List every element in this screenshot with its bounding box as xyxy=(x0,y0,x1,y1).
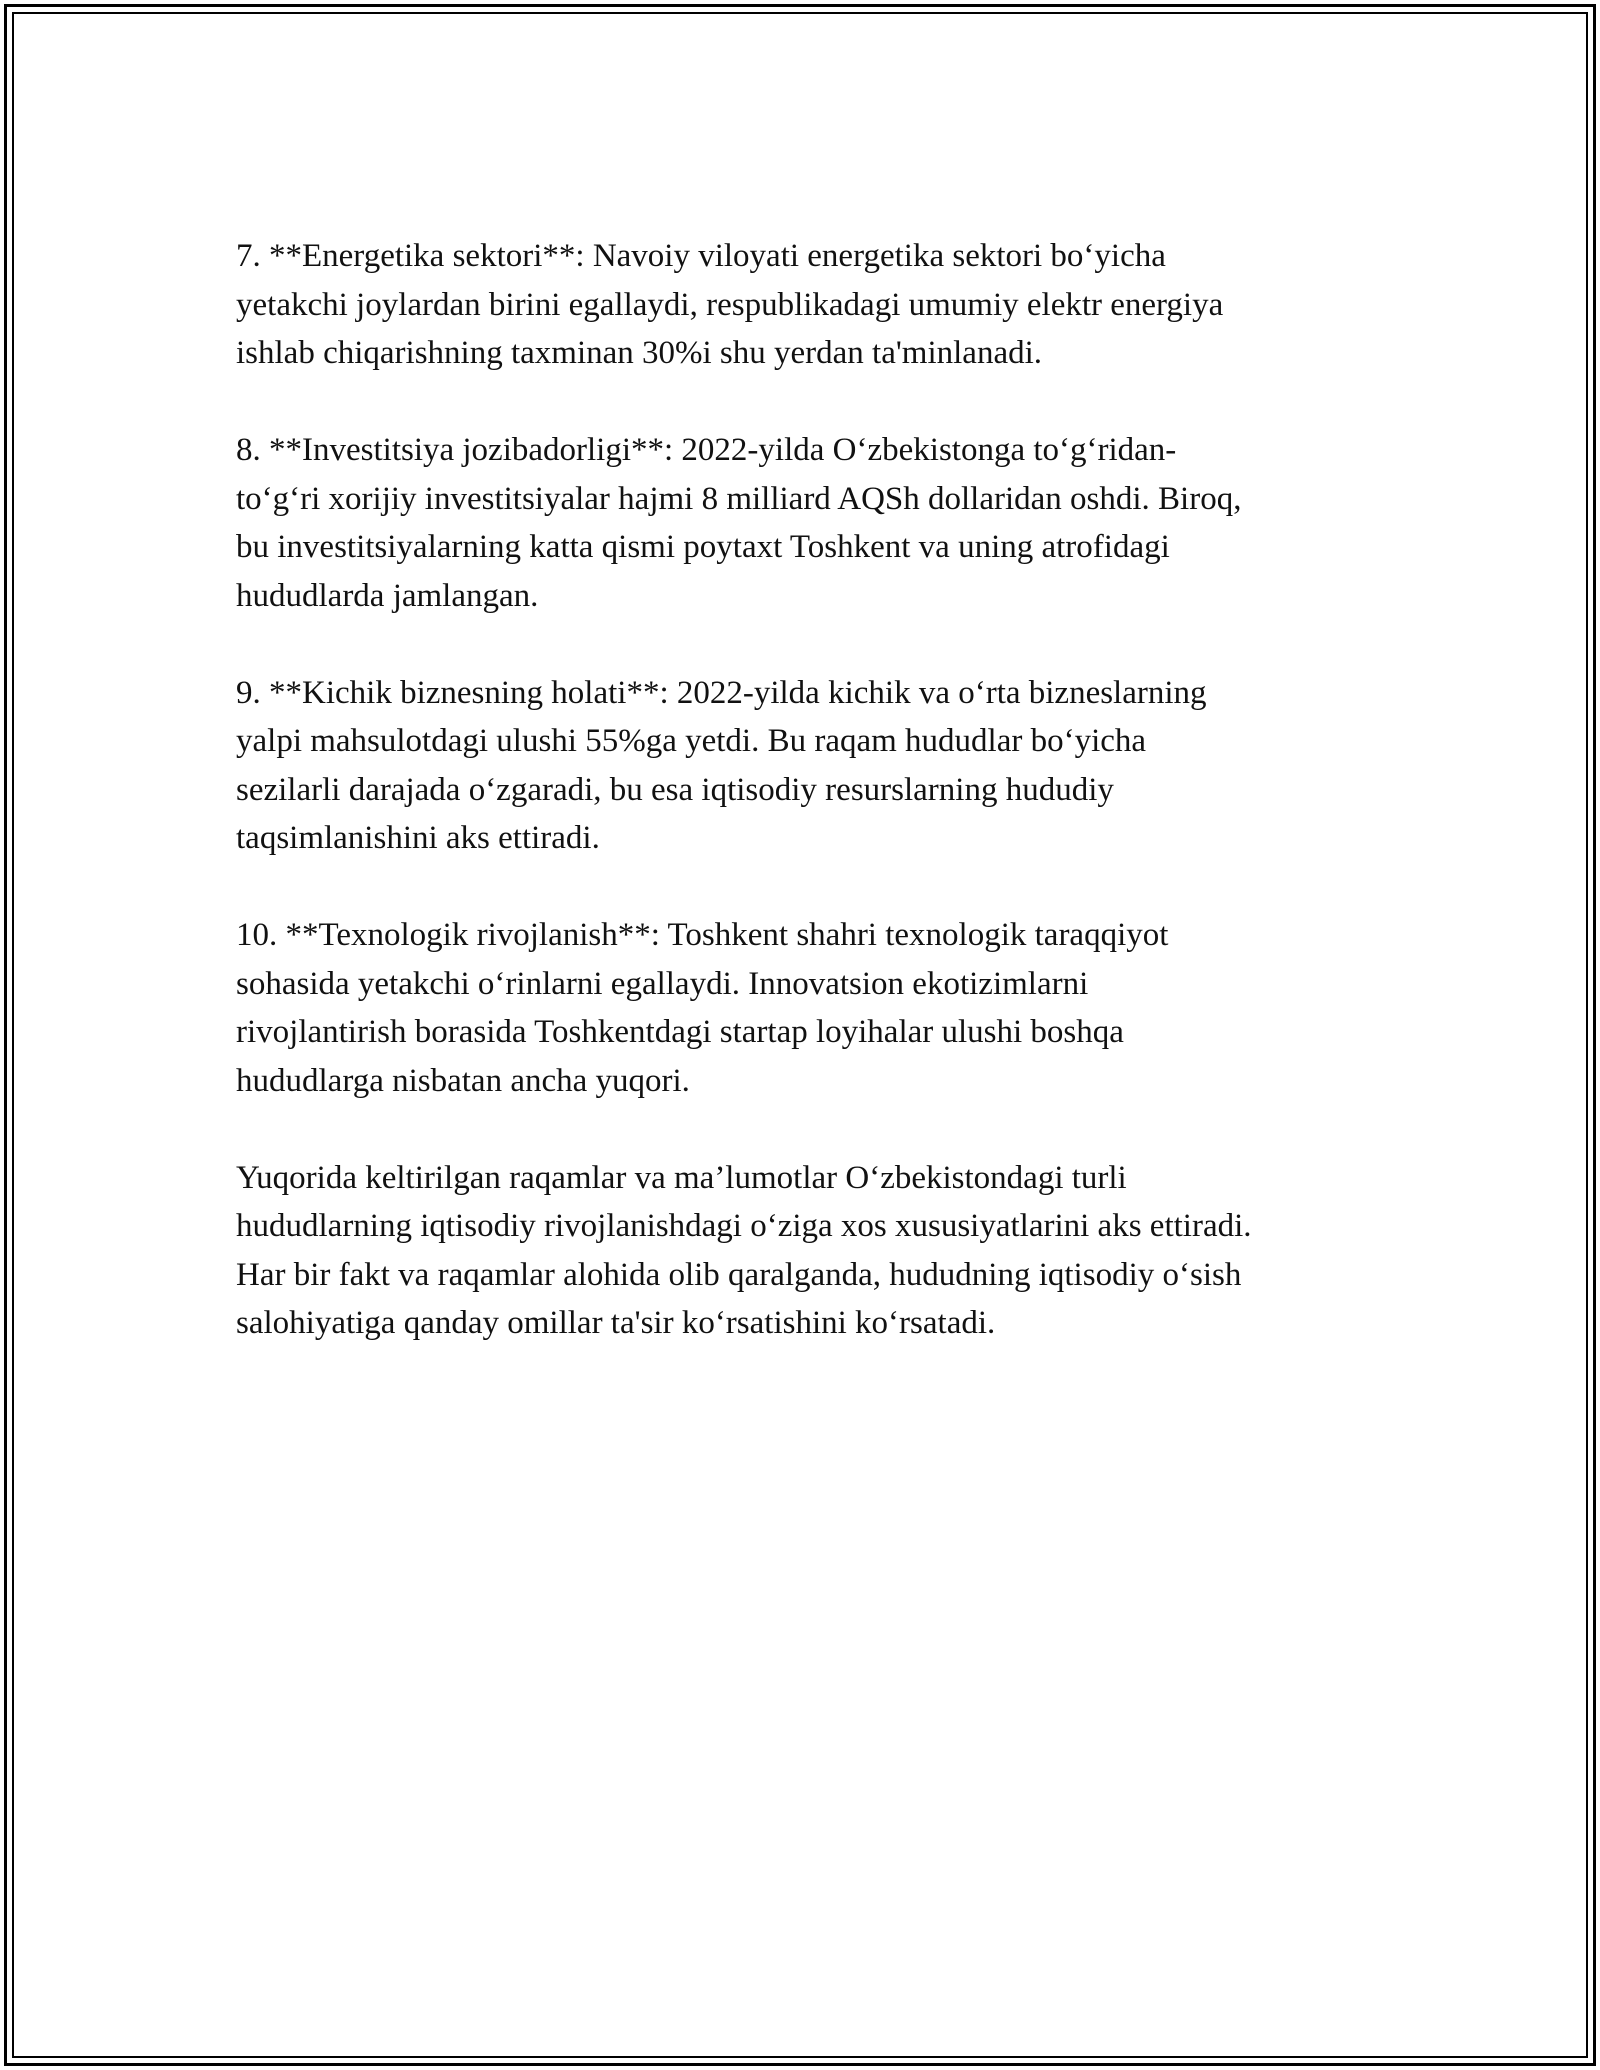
paragraph-texnologik-rivojlanish: 10. **Texnologik rivojlanish**: Toshkent shahri texnologik taraqqiyot sohasida yetakchi o‘rinlarni egallaydi. Innovatsion ekotizimlarni rivojlantirish borasida Toshkentdagi startap loyihalar ulushi boshqa hududlarga nisbatan ancha yuqori. xyxy=(236,917,1169,1099)
paragraph-conclusion: Yuqorida keltirilgan raqamlar va ma’lumotlar O‘zbekistondagi turli hududlarning iqtisodiy rivojlanishdagi o‘ziga xos xususiyatlarini aks ettiradi. Har bir fakt va raqamlar alohida olib qaralganda, hududning iqtisodiy o‘sish salohiyatiga qanday omillar ta'sir ko‘rsatishini ko‘rsatadi. xyxy=(236,1159,1252,1341)
paragraph-kichik-biznes-holati: 9. **Kichik biznesning holati**: 2022-yilda kichik va o‘rta bizneslarning yalpi mahsulotdagi ulushi 55%ga yetdi. Bu raqam hududlar bo‘yicha sezilarli darajada o‘zgaradi, bu esa iqtisodiy resurslarning hududiy taqsimlanishini aks ettiradi. xyxy=(236,674,1207,856)
paragraph-energetika-sektori: 7. **Energetika sektori**: Navoiy viloyati energetika sektori bo‘yicha yetakchi joylardan birini egallaydi, respublikadagi umumiy elektr energiya ishlab chiqarishning taxminan 30%i shu yerdan ta'minlanadi. xyxy=(236,238,1224,371)
paragraph-investitsiya-jozibadorligi: 8. **Investitsiya jozibadorligi**: 2022-yilda O‘zbekistonga to‘g‘ridan- to‘g‘ri xorijiy investitsiyalar hajmi 8 milliard AQSh dollaridan oshdi. Biroq, bu investitsiyalarning katta qismi poytaxt Toshkent va uning atrofidagi hududlarda jamlangan. xyxy=(236,432,1242,614)
document-body xyxy=(236,232,1386,1396)
